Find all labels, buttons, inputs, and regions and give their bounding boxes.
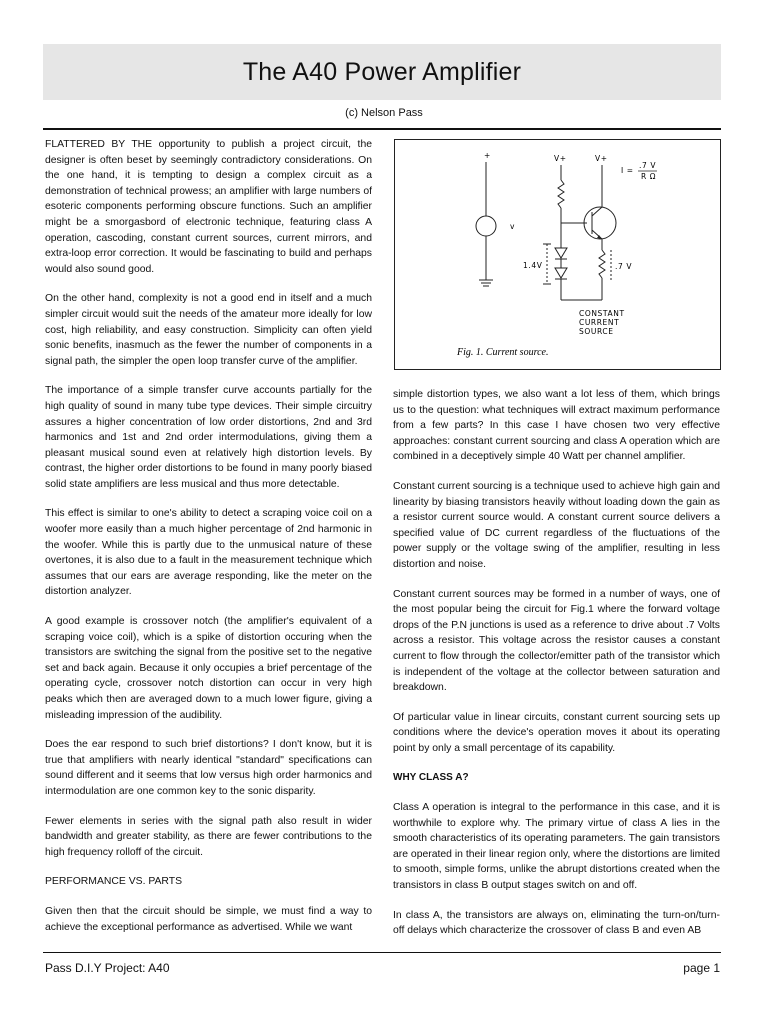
paragraph: Class A operation is integral to the performance in this case, and it is worthwhile to explore why. The primary virtue of class A lies in the smooth characteristics of its operating parameters. The gain transistors are operated in their linear region only, where the distortions are limited to smooth, simple forms, unlike the abrupt distortions created when the transistors in class B output stages switch on and off. <box>393 802 720 892</box>
page-title: The A40 Power Amplifier <box>242 57 522 86</box>
paragraph: simple distortion types, we also want a lot less of them, which brings us to the question: what techniques will extract maximum performance from a few parts? In this case I have chosen two very effective approaches: constant current sourcing and class A operation which are combined in a deceptively simple 40 Watt per channel amplifier. <box>393 389 720 463</box>
label-current-den: R Ω <box>641 172 657 181</box>
paragraph: Does the ear respond to such brief distortions? I don't know, but it is true that amplifiers with nearly identical "standard" specifications can sound different and it seems that low versus high order harmonics and intermodulation are one common key to the sonic disparity. <box>45 739 372 797</box>
section-heading: WHY CLASS A? <box>393 772 469 784</box>
label-vplus-1: V+ <box>554 154 567 163</box>
label-source-v: v <box>510 222 516 231</box>
paragraph: This effect is similar to one's ability to detect a scraping voice coil on a woofer more easily than a much higher percentage of 2nd harmonic in the woofer. While this is partly due to the unmusical nature of these overtones, it is also due to a fault in the measurement technique which assumes that our ears are average responding, like the meter on the distortion analyzer. <box>45 508 372 598</box>
label-resistor-voltage: .7 V <box>615 262 633 271</box>
paragraph: Fewer elements in series with the signal path also result in wider bandwidth and greater stability, as there are fewer contributions to the high frequency rolloff of the circuit. <box>45 815 372 858</box>
paragraph: A good example is crossover notch (the amplifier's equivalent of a scraping voice coil), which is a spike of distortion occuring when the transistors are switching the signal from the positive set to the negative set and back again. Because it only occupies a brief percentage of the operating cycle, crossover notch distortion can occur in very high peaks which then are averaged down to a much lower figure, giving a misleading impression of the audibility. <box>45 616 372 721</box>
paragraph: On the other hand, complexity is not a good end in itself and a much simpler circuit would suit the needs of the amateur more ideally for low cost, high reliability, and easy construction. Simplicity can often yield sonic benefits, inasmuch as the fewer the number of components in a signal path, the simpler the open loop transfer curve of the amplifier. <box>45 293 372 367</box>
header-rule <box>43 128 721 130</box>
section-heading: PERFORMANCE VS. PARTS <box>45 876 183 888</box>
circuit-diagram <box>395 140 720 369</box>
paragraph: Constant current sourcing is a technique used to achieve high gain and linearity by biasing transistors heavily without loading down the gain as a resistor current source would. A constant current source delivers a specified value of DC current regardless of the fluctuations of the power supply or the voltage swing of the amplifier, resulting in less distortion and noise. <box>393 480 720 570</box>
paragraph: Constant current sources may be formed in a number of ways, one of the most popular being the circuit for Fig.1 where the forward voltage drops of the P.N junctions is used as a reference to drive about .7 Volts across a resistor. This voltage across the resistor causes a constant current to flow through the collector/emitter path of the transistor which is independent of the voltage at the collector between saturation and breakdown. <box>393 588 720 694</box>
figure-caption: Fig. 1. Current source. <box>457 347 549 358</box>
footer-rule <box>43 952 721 953</box>
label-diode-voltage: 1.4V <box>523 261 543 270</box>
label-plus: + <box>484 151 491 160</box>
label-current-num: .7 V <box>639 161 657 170</box>
paragraph: Given then that the circuit should be simple, we must find a way to achieve the exceptional performance as advertised. While we want <box>45 905 372 933</box>
paragraph: Of particular value in linear circuits, constant current sourcing sets up conditions where the device's operation moves it about its operating point by only a small percentage of its capability. <box>393 711 720 754</box>
paragraph: FLATTERED BY THE opportunity to publish a project circuit, the designer is often beset by seemingly contradictory considerations. On the one hand, it is tempting to design a complex circuit as a demonstration of technical prowess; an amplifier with large numbers of esoteric components performing obscure functions. Such an amplifier might be a smorgasbord of electronic technique, featuring class A operation, cascoding, constant current sources, current mirrors, and extra-loop error correction. It would be fascinating to build and perhaps would also sound good. <box>45 139 372 275</box>
paragraph: The importance of a simple transfer curve accounts partially for the high quality of sound in many tube type devices. Their simple circuitry assures a higher concentration of low order distortions, 2nd and 3rd harmonics and 1st and 2nd order intermodulations, giving them a pleasant musical sound even at relatively high distortion levels. By contrast, the higher order distortions to be found in many poorly biased solid state amplifiers are less musical and thus more detectable. <box>45 385 372 490</box>
label-source: SOURCE <box>579 327 614 336</box>
label-vplus-2: V+ <box>595 154 608 163</box>
figure-current-source <box>394 139 721 370</box>
title-bar <box>43 44 721 100</box>
left-column <box>45 137 372 949</box>
paragraph: In class A, the transistors are always on, eliminating the turn-on/turn- off delays which characterize the crossover of class B and even AB <box>393 909 720 937</box>
label-constant: CONSTANT <box>579 309 625 318</box>
label-current-eq: I = <box>621 166 634 175</box>
footer-page-number: page 1 <box>683 961 720 975</box>
author-credit: (c) Nelson Pass <box>345 107 423 119</box>
footer-project: Pass D.I.Y Project: A40 <box>45 961 170 975</box>
label-current: CURRENT <box>579 318 620 327</box>
right-column <box>393 387 720 953</box>
